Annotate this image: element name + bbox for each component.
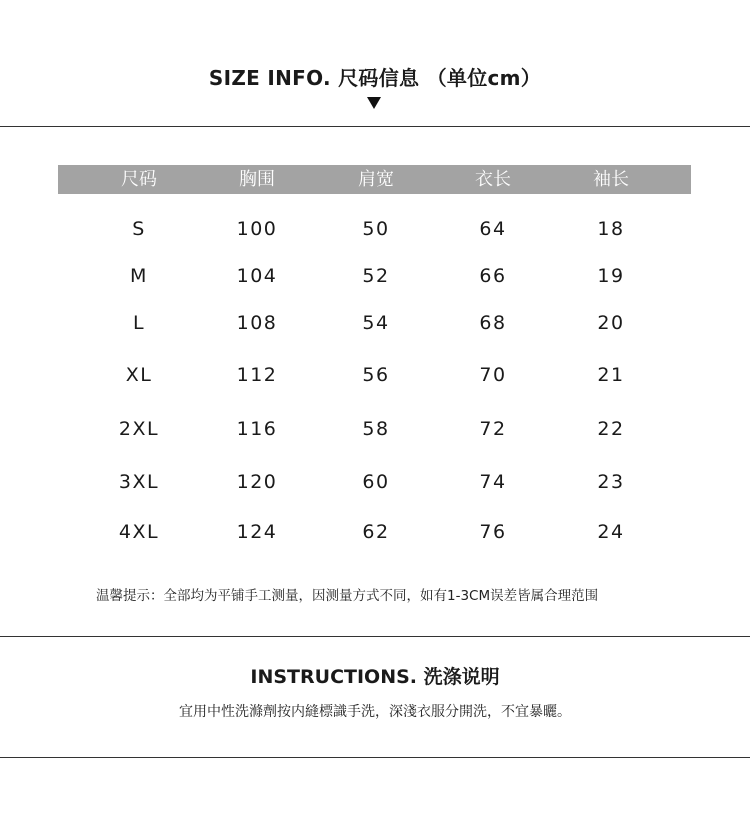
cell-chest: 108: [236, 312, 278, 334]
cell-shoulder: 50: [362, 218, 390, 240]
cell-length: 64: [479, 218, 507, 240]
cell-length: 66: [479, 265, 507, 287]
cell-sleeve: 24: [597, 521, 625, 543]
cell-shoulder: 58: [362, 418, 390, 440]
table-row: [58, 263, 691, 289]
cell-size: M: [130, 265, 148, 287]
cell-chest: 104: [236, 265, 278, 287]
cell-sleeve: 21: [597, 364, 625, 386]
cell-shoulder: 52: [362, 265, 390, 287]
table-row: [58, 469, 691, 495]
table-row: [58, 362, 691, 388]
cell-shoulder: 62: [362, 521, 390, 543]
cell-length: 70: [479, 364, 507, 386]
cell-chest: 100: [236, 218, 278, 240]
divider: [0, 126, 750, 127]
divider: [0, 757, 750, 758]
cell-sleeve: 22: [597, 418, 625, 440]
cell-sleeve: 19: [597, 265, 625, 287]
cell-sleeve: 20: [597, 312, 625, 334]
down-arrow-icon: [367, 97, 381, 109]
instructions-title: INSTRUCTIONS. 洗涤说明: [250, 666, 500, 688]
table-row: [58, 416, 691, 442]
cell-length: 76: [479, 521, 507, 543]
cell-shoulder: 60: [362, 471, 390, 493]
divider: [0, 636, 750, 637]
measurement-note: 温馨提示：全部均为平铺手工测量，因测量方式不同，如有1-3CM误差皆属合理范围: [96, 588, 599, 604]
table-row: [58, 310, 691, 336]
cell-sleeve: 23: [597, 471, 625, 493]
column-header-chest: 胸围: [239, 169, 275, 190]
cell-shoulder: 54: [362, 312, 390, 334]
cell-size: L: [132, 312, 146, 334]
cell-size: S: [132, 218, 146, 240]
cell-length: 68: [479, 312, 507, 334]
cell-chest: 112: [236, 364, 278, 386]
table-header: [58, 165, 691, 194]
cell-size: 4XL: [118, 521, 160, 543]
cell-size: 2XL: [118, 418, 160, 440]
instructions-text: 宜用中性洗滌劑按内縫標識手洗，深淺衣服分開洗，不宜暴曬。: [179, 704, 571, 720]
size-table: [58, 165, 691, 543]
column-header-shoulder: 肩宽: [358, 169, 394, 190]
column-header-length: 衣长: [475, 169, 511, 190]
cell-length: 72: [479, 418, 507, 440]
column-header-sleeve: 袖长: [593, 169, 629, 190]
cell-size: XL: [125, 364, 153, 386]
cell-sleeve: 18: [597, 218, 625, 240]
table-row: [58, 216, 691, 242]
cell-length: 74: [479, 471, 507, 493]
cell-chest: 116: [236, 418, 278, 440]
size-info-title: SIZE INFO. 尺码信息 （单位cm）: [208, 66, 542, 90]
cell-chest: 124: [236, 521, 278, 543]
table-row: [58, 519, 691, 545]
cell-shoulder: 56: [362, 364, 390, 386]
cell-size: 3XL: [118, 471, 160, 493]
column-header-size: 尺码: [121, 169, 157, 190]
cell-chest: 120: [236, 471, 278, 493]
